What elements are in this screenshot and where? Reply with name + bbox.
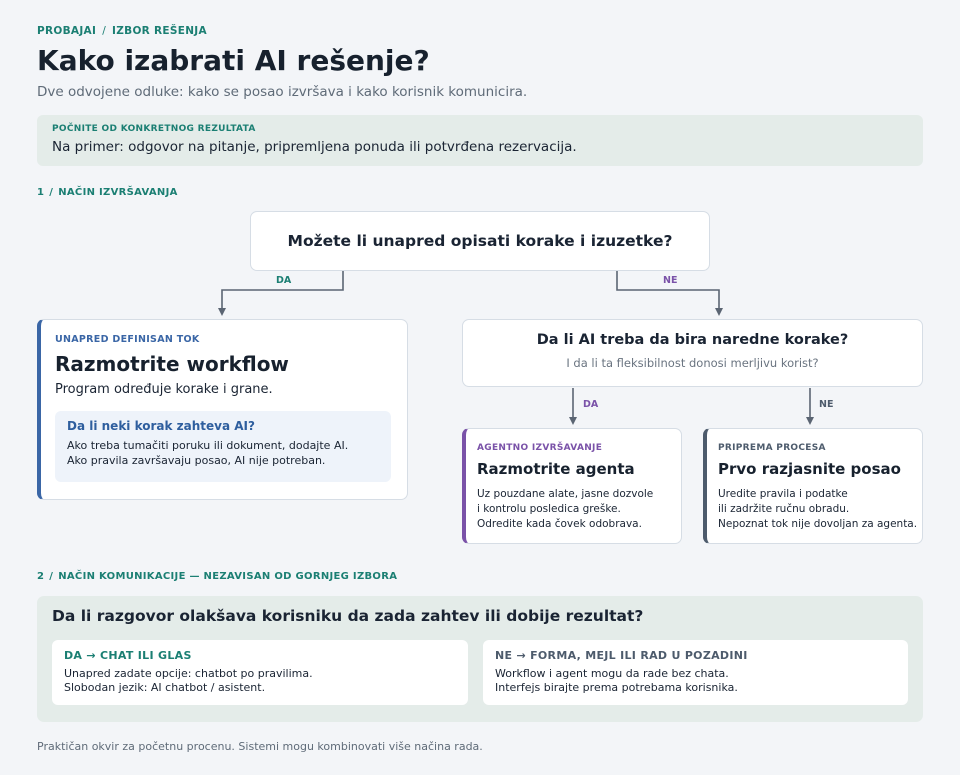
decision-ai-question-title: Da li AI treba da bira naredne korake? <box>536 332 849 348</box>
breadcrumb-item-probajai[interactable]: PROBAJAI <box>37 25 97 37</box>
section-heading-execution <box>37 187 178 198</box>
option-no-line: Interfejs birajte prema potrebama korisnika. <box>495 681 738 694</box>
section-separator: / <box>49 571 54 582</box>
start-callout-kicker: POČNITE OD KONKRETNOG REZULTATA <box>52 124 256 134</box>
agent-line: Uz pouzdane alate, jasne dozvole <box>477 488 654 500</box>
process-kicker: PRIPREMA PROCESA <box>718 443 826 453</box>
branch-label-no: NE <box>663 275 678 286</box>
communication-box <box>37 596 923 722</box>
workflow-ai-question-box <box>55 411 391 482</box>
branch2-label-no: NE <box>819 399 834 410</box>
option-yes-line: Slobodan jezik: AI chatbot / asistent. <box>64 681 266 694</box>
process-line: ili zadržite ručnu obradu. <box>718 503 850 515</box>
decision-main-question-text: Možete li unapred opisati korake i izuzetke? <box>287 232 673 250</box>
page-subtitle: Dve odvojene odluke: kako se posao izvršava i kako korisnik komunicira. <box>37 84 528 100</box>
communication-option-yes <box>52 640 468 705</box>
workflow-ai-question-line: Ako treba tumačiti poruku ili dokument, dodajte AI. <box>67 439 349 452</box>
breadcrumb <box>37 25 207 37</box>
agent-title: Razmotrite agenta <box>477 460 635 478</box>
workflow-kicker: UNAPRED DEFINISAN TOK <box>55 334 200 345</box>
workflow-description: Program određuje korake i grane. <box>55 382 273 397</box>
section-label: NAČIN KOMUNIKACIJE — NEZAVISAN OD GORNJEG IZBORA <box>58 571 398 582</box>
decision-ai-question-subtitle: I da li ta fleksibilnost donosi merljivu korist? <box>566 356 819 370</box>
decision-ai-question <box>462 319 923 387</box>
process-line: Uredite pravila i podatke <box>718 488 848 500</box>
option-no-line: Workflow i agent mogu da rade bez chata. <box>495 667 729 680</box>
process-title: Prvo razjasnite posao <box>718 460 901 478</box>
communication-question: Da li razgovor olakšava korisniku da zada zahtev ili dobije rezultat? <box>52 607 644 625</box>
footer-note: Praktičan okvir za početnu procenu. Sistemi mogu kombinovati više načina rada. <box>37 740 483 753</box>
start-callout-text: Na primer: odgovor na pitanje, pripremljena ponuda ili potvrđena rezervacija. <box>52 139 577 155</box>
breadcrumb-separator: / <box>102 25 107 37</box>
page-title: Kako izabrati AI rešenje? <box>37 44 430 77</box>
agent-card <box>462 428 682 544</box>
section-number: 2 <box>37 571 45 582</box>
workflow-ai-question-title: Da li neki korak zahteva AI? <box>67 419 255 433</box>
section-separator: / <box>49 187 54 198</box>
section-number: 1 <box>37 187 45 198</box>
agent-line: i kontrolu posledica greške. <box>477 503 621 515</box>
section-label: NAČIN IZVRŠAVANJA <box>58 187 178 198</box>
process-card <box>703 428 923 544</box>
communication-option-no <box>483 640 908 705</box>
branch-label-yes: DA <box>276 275 292 286</box>
section-heading-communication <box>37 571 397 582</box>
workflow-title: Razmotrite workflow <box>55 352 289 376</box>
process-line: Nepoznat tok nije dovoljan za agenta. <box>718 518 918 530</box>
option-yes-heading: DA → CHAT ILI GLAS <box>64 649 192 662</box>
option-no-heading: NE → FORMA, MEJL ILI RAD U POZADINI <box>495 649 748 662</box>
workflow-card <box>37 319 408 500</box>
workflow-ai-question-line: Ako pravila završavaju posao, AI nije potreban. <box>67 454 326 467</box>
agent-kicker: AGENTNO IZVRŠAVANJE <box>477 443 603 453</box>
breadcrumb-item-current: IZBOR REŠENJA <box>112 25 207 37</box>
start-callout <box>37 115 923 166</box>
agent-line: Odredite kada čovek odobrava. <box>477 518 642 530</box>
branch2-label-yes: DA <box>583 399 599 410</box>
option-yes-line: Unapred zadate opcije: chatbot po pravilima. <box>64 667 313 680</box>
decision-main-question <box>250 211 710 271</box>
